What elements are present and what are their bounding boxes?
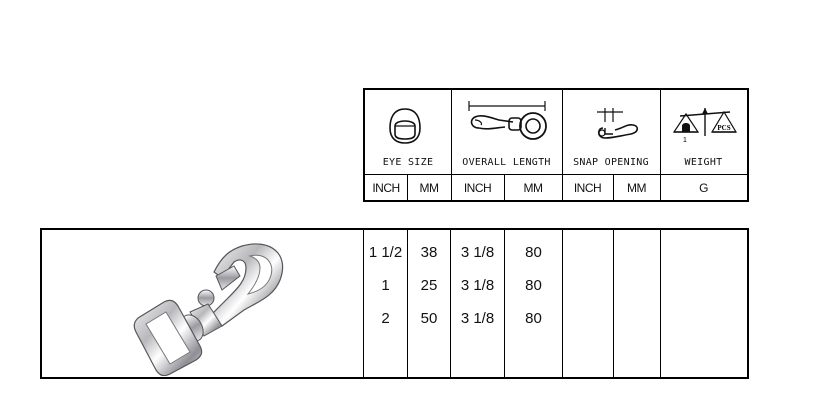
- unit-length-mm: MM: [523, 181, 543, 195]
- row2-length-mm: 80: [525, 277, 542, 294]
- snap-opening-icon: [593, 106, 643, 146]
- unit-snap-inch: INCH: [573, 181, 602, 195]
- swivel-snap-hook-image: [130, 236, 300, 376]
- row1-eye-inch: 1 1/2: [368, 244, 403, 261]
- scale-icon: [672, 106, 738, 146]
- row1-length-inch: 3 1/8: [460, 244, 495, 261]
- unit-snap-mm: MM: [627, 181, 646, 195]
- row3-length-inch: 3 1/8: [460, 310, 495, 327]
- unit-weight-g: G: [699, 181, 708, 195]
- unit-eye-inch: INCH: [372, 181, 400, 195]
- units-row-divider: [365, 174, 747, 175]
- eye-ring-icon: [387, 106, 423, 146]
- row3-eye-mm: 50: [420, 310, 438, 327]
- snap-opening-label: SNAP OPENING: [573, 157, 649, 168]
- product-spec-table: [40, 228, 749, 379]
- spec-header-table: [363, 88, 749, 202]
- scale-icon-count: 1: [683, 137, 687, 144]
- overall-length-label: OVERALL LENGTH: [462, 157, 551, 168]
- unit-length-inch: INCH: [463, 181, 492, 195]
- unit-eye-mm: MM: [419, 181, 439, 195]
- row2-eye-inch: 1: [381, 277, 390, 294]
- scale-icon-pcs: PCS: [717, 124, 731, 132]
- row3-length-mm: 80: [525, 310, 542, 327]
- row2-eye-mm: 25: [420, 277, 438, 294]
- row1-eye-mm: 38: [420, 244, 438, 261]
- row2-length-inch: 3 1/8: [460, 277, 495, 294]
- snap-hook-length-icon: [465, 98, 551, 146]
- row1-length-mm: 80: [525, 244, 542, 261]
- weight-label: WEIGHT: [684, 157, 723, 168]
- row3-eye-inch: 2: [381, 310, 390, 327]
- col-divider: [562, 230, 563, 377]
- col-divider: [613, 230, 614, 377]
- eye-size-label: EYE SIZE: [382, 157, 434, 168]
- col-divider: [660, 230, 661, 377]
